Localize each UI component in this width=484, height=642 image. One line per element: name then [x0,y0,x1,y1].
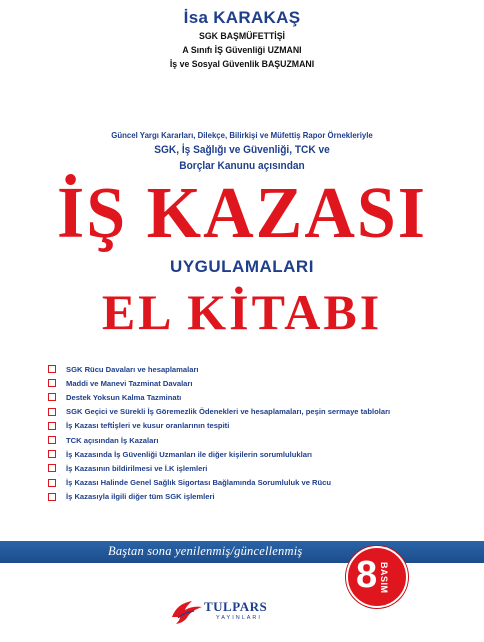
list-item [48,476,468,490]
publisher-name: TULPARS [204,599,268,614]
pegasus-icon [170,597,204,627]
edition-number: 8 [356,554,378,596]
list-item [48,362,468,376]
list-item [48,376,468,390]
list-item-label: İş Kazası Halinde Genel Sağlık Sigortası Bağlamında Sorumluluk ve Rücu [66,478,332,488]
list-item [48,433,468,447]
topic-checklist [48,362,468,504]
checkbox-icon [48,422,56,430]
list-item-label: İş Kazasıyla ilgili diğer tüm SGK işlemleri [66,492,215,502]
book-subtitle: UYGULAMALARI [170,257,314,276]
list-item-label: Destek Yoksun Kalma Tazminatı [66,392,182,402]
edition-label: BASIM [379,562,389,594]
author-title-2: A Sınıfı İŞ Güvenliği UZMANI [182,45,302,56]
author-name: İsa KARAKAŞ [183,8,301,27]
list-item-label: İş Kazası tefti̇şleri ve kusur oranlarının tespiti [66,421,230,431]
list-item-label: İş Kazasında İş Güvenliği Uzmanları ile diğer kişilerin sorumlulukları [66,449,313,459]
list-item [48,405,468,419]
checkbox-icon [48,493,56,501]
author-title-3: İş ve Sosyal Güvenlik BAŞUZMANI [169,59,315,70]
subheading-line-1: SGK, İş Sağlığı ve Güvenliği, TCK ve [154,144,330,156]
checkbox-icon [48,408,56,416]
edition-badge [346,546,408,608]
book-title: İŞ KAZASI [56,173,428,254]
checkbox-icon [48,379,56,387]
list-item [48,461,468,475]
author-title-1: SGK BAŞMÜFETTİŞİ [199,31,285,42]
subheading-block [0,130,484,172]
publisher-sub: YAYINLARI [216,615,262,621]
checkbox-icon [48,393,56,401]
banner-text: Baştan sona yenilenmiş/güncellenmiş [108,544,303,558]
list-item [48,447,468,461]
checkbox-icon [48,436,56,444]
checkbox-icon [48,450,56,458]
list-item [48,390,468,404]
list-item [48,419,468,433]
list-item-label: TCK açısından İş Kazaları [66,435,159,445]
publisher-logo [170,597,320,631]
checkbox-icon [48,464,56,472]
list-item-label: İş Kazasının bildirilmesi ve İ.K işlemleri [66,463,208,473]
subheading-line-2: Borçlar Kanunu açısından [179,160,305,172]
list-item-label: SGK Rücu Davaları ve hesaplamaları [66,364,199,374]
subheading-small: Güncel Yargı Kararları, Dilekçe, Bilirkişi ve Müfettiş Rapor Örnekleriyle [111,130,373,140]
book-title-second: EL KİTABI [101,284,383,340]
edition-banner [0,541,484,563]
list-item [48,490,468,504]
checkbox-icon [48,479,56,487]
list-item-label: SGK Geçici ve Sürekli İş Göremezlik Ödenekleri ve hesaplamaları, peşin sermaye tabloları [66,407,391,417]
list-item-label: Maddi ve Manevi Tazminat Davaları [66,378,193,388]
checkbox-icon [48,365,56,373]
author-block [0,8,484,70]
